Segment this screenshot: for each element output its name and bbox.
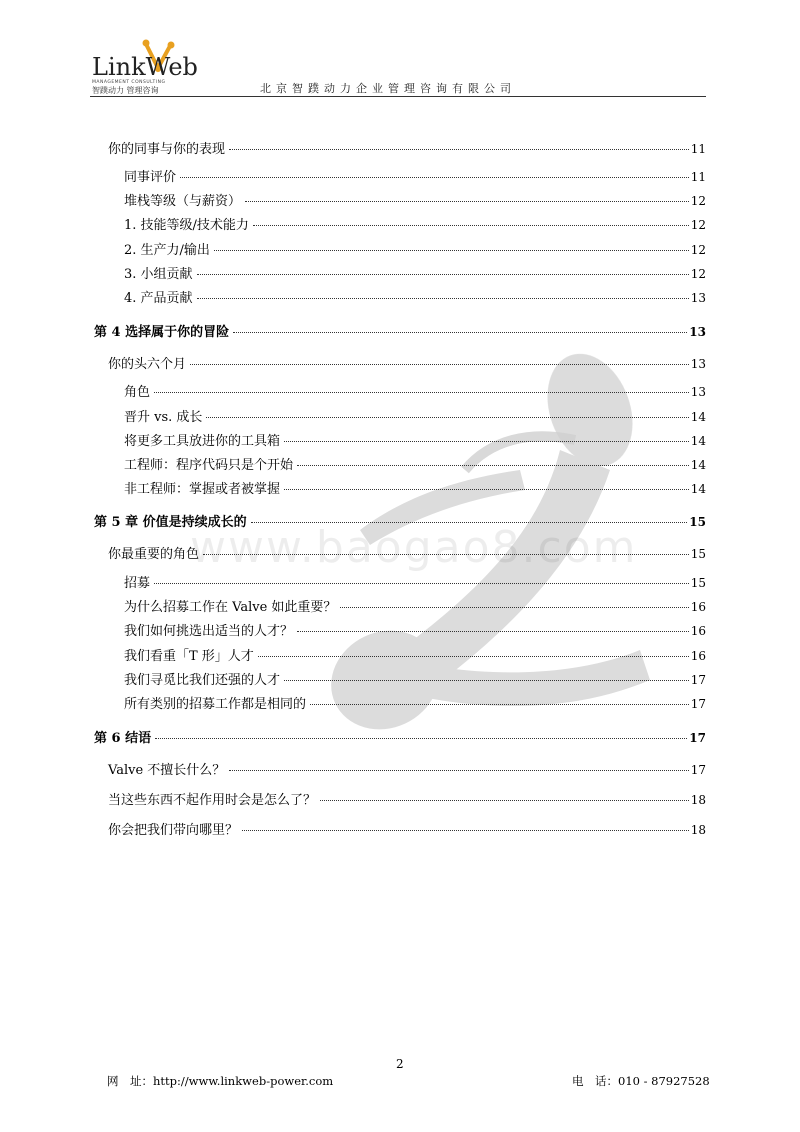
toc-entry[interactable]: 堆栈等级（与薪资） 12 [124,194,706,209]
toc-entry[interactable]: 晋升 vs. 成长 14 [124,410,706,425]
toc-entry[interactable]: 所有类别的招募工作都是相同的 17 [124,697,706,712]
logo-subtitle-cn: 智蹼动力 管理咨询 [92,86,159,95]
footer-phone: 电 话：010 - 87927528 [572,1074,710,1088]
toc-entry[interactable]: 你的头六个月 13 [108,357,706,372]
page-number: 2 [396,1057,404,1071]
logo-subtitle-en: MANAGEMENT CONSULTING [92,80,166,85]
toc-entry[interactable]: 将更多工具放进你的工具箱 14 [124,434,706,449]
toc-entry[interactable]: 同事评价 11 [124,170,706,185]
toc-entry[interactable]: 为什么招募工作在 Valve 如此重要？ 16 [124,600,706,615]
toc-entry[interactable]: 1. 技能等级/技术能力 12 [124,218,706,233]
toc-entry[interactable]: 4. 产品贡献 13 [124,291,706,306]
toc-entry[interactable]: 当这些东西不起作用时会是怎么了？ 18 [108,793,706,808]
footer-website: 网 址：http://www.linkweb-power.com [107,1074,334,1088]
company-logo [92,38,232,94]
toc-chapter[interactable]: 第 4 选择属于你的冒险 13 [94,325,706,340]
watermark-text: www.baogao8.com [190,522,638,573]
company-name: 北京智蹼动力企业管理咨询有限公司 [260,82,516,95]
toc-entry[interactable]: 你最重要的角色 15 [108,547,706,562]
logo-text: LinkWeb [92,53,198,81]
toc-chapter[interactable]: 第 5 章 价值是持续成长的 15 [94,515,706,530]
toc-chapter[interactable]: 第 6 结语 17 [94,731,706,746]
toc-entry[interactable]: 我们寻觅比我们还强的人才 17 [124,673,706,688]
toc-entry[interactable]: 2. 生产力/输出 12 [124,243,706,258]
toc-entry[interactable]: 角色 13 [124,385,706,400]
toc-entry[interactable]: 你会把我们带向哪里？ 18 [108,823,706,838]
page-header [90,38,706,97]
toc-entry[interactable]: 你的同事与你的表现 11 [108,142,706,157]
toc-entry[interactable]: Valve 不擅长什么？ 17 [108,763,706,778]
toc-entry[interactable]: 3. 小组贡献 12 [124,267,706,282]
toc-entry[interactable]: 招募 15 [124,576,706,591]
toc-entry[interactable]: 非工程师：掌握或者被掌握 14 [124,482,706,497]
toc-entry[interactable]: 工程师：程序代码只是个开始 14 [124,458,706,473]
toc-entry[interactable]: 我们看重「T 形」人才 16 [124,649,706,664]
toc-entry[interactable]: 我们如何挑选出适当的人才？ 16 [124,624,706,639]
